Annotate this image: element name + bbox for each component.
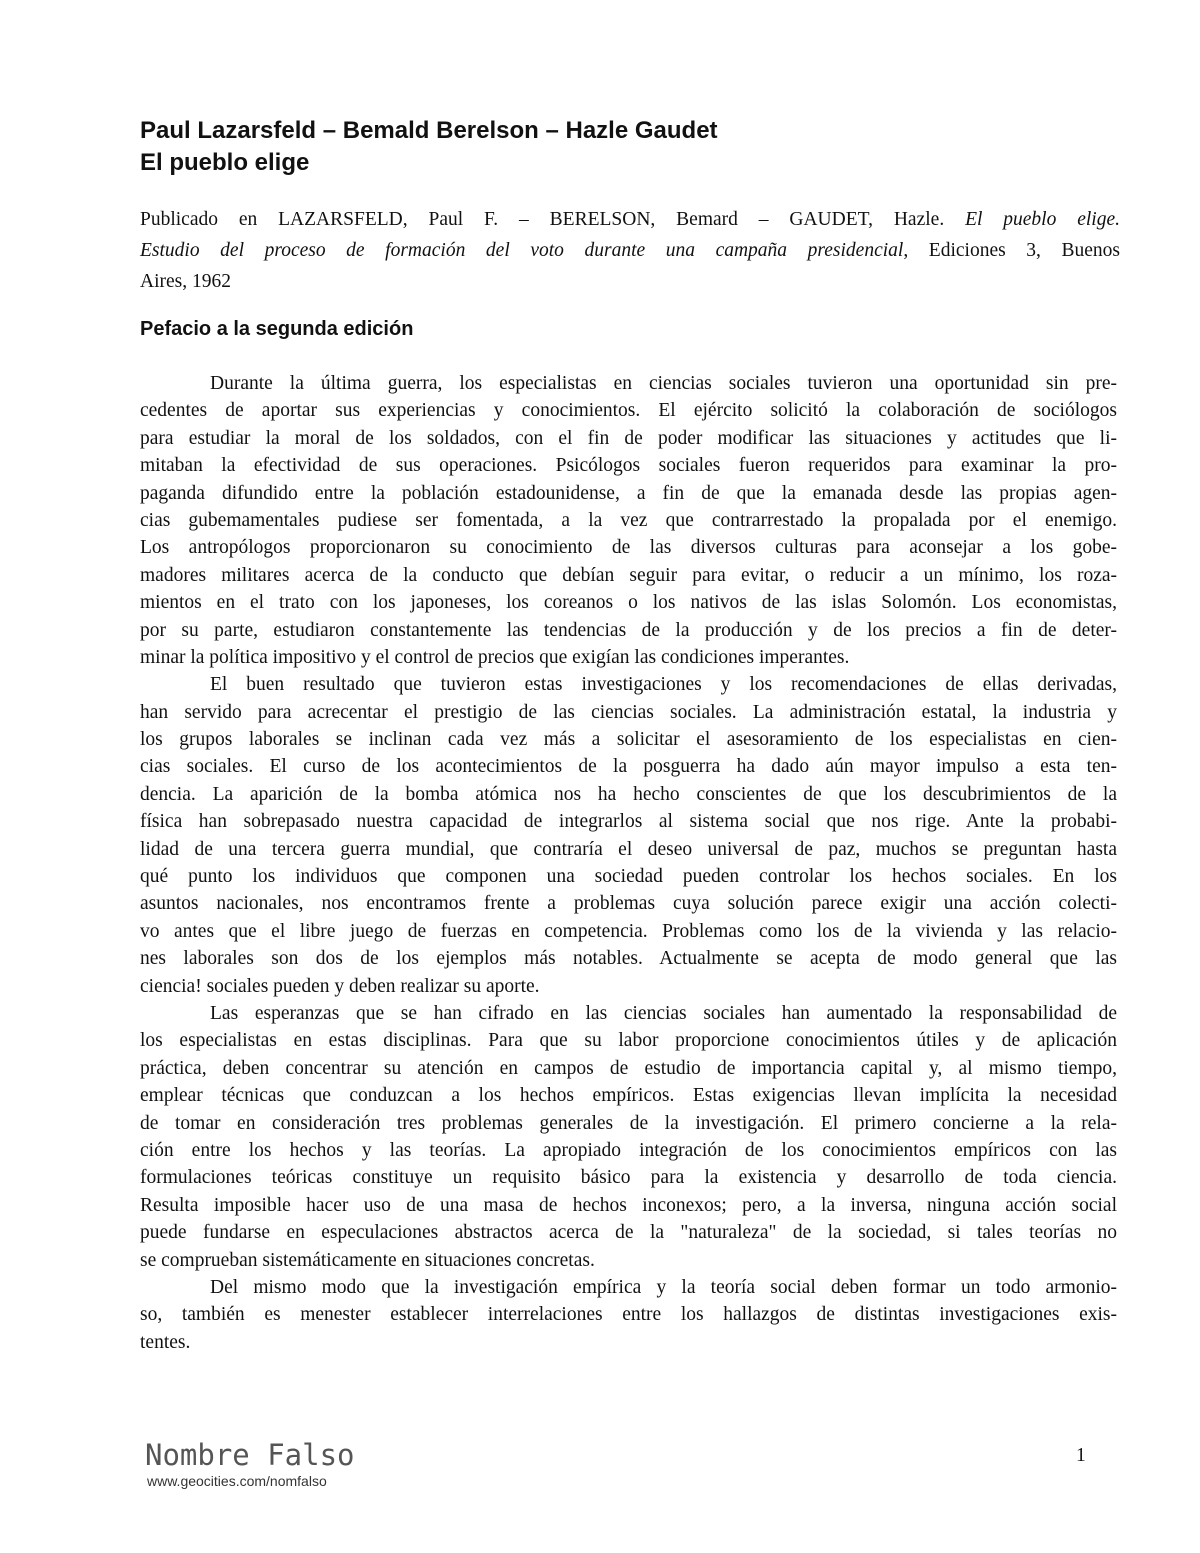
body-line: mitaban la efectividad de sus operaciones. Psicólogos sociales fueron requeridos para examinar la pro-: [140, 455, 1117, 477]
body-line: El buen resultado que tuvieron estas investigaciones y los recomendaciones de ellas derivadas,: [210, 674, 1117, 696]
citation-book-subtitle: Estudio del proceso de formación del voto durante una campaña presidencial: [140, 240, 904, 261]
page-number: 1: [1076, 1445, 1086, 1466]
citation-line-3: Aires, 1962: [140, 271, 231, 292]
body-line: para estudiar la moral de los soldados, con el fin de poder modificar las situaciones y actitudes que li-: [140, 427, 1117, 449]
body-line: tentes.: [140, 1331, 191, 1353]
body-line: han servido para acrecentar el prestigio de las ciencias sociales. La administración estatal, la industria y: [140, 701, 1117, 723]
section-heading: Pefacio a la segunda edición: [140, 318, 414, 340]
body-line: los grupos laborales se inclinan cada vez más a solicitar el asesoramiento de los especialistas en cien-: [140, 729, 1117, 751]
citation-text: Publicado en LAZARSFELD, Paul F. – BERELSON, Bemard – GAUDET, Hazle.: [140, 209, 945, 230]
body-line: emplear técnicas que conduzcan a los hechos empíricos. Estas exigencias llevan implícita la necesidad: [140, 1085, 1117, 1107]
body-line: los especialistas en estas disciplinas. Para que su labor proporcione conocimientos útiles y de aplicación: [140, 1030, 1117, 1052]
footer-logo: Nombre Falso: [145, 1438, 355, 1472]
body-line: Del mismo modo que la investigación empírica y la teoría social deben formar un todo armonio-: [210, 1276, 1117, 1298]
body-line: ciencia! sociales pueden y deben realizar su aporte.: [140, 975, 540, 997]
body-line: madores militares acerca de la conducto que debían seguir para evitar, o reducir a un mínimo, los roza-: [140, 564, 1117, 586]
body-line: qué punto los individuos que componen una sociedad pueden controlar los hechos sociales. En los: [140, 866, 1117, 888]
body-line: práctica, deben concentrar su atención en campos de estudio de importancia capital y, al mismo tiempo,: [140, 1057, 1117, 1079]
document-authors: Paul Lazarsfeld – Bemald Berelson – Hazle Gaudet: [140, 117, 718, 144]
citation-book-title: El pueblo elige.: [965, 209, 1120, 230]
body-line: se comprueban sistemáticamente en situaciones concretas.: [140, 1249, 595, 1271]
body-line: cias sociales. El curso de los acontecimientos de la posguerra ha dado aún mayor impulso a esta ten-: [140, 756, 1117, 778]
body-line: Durante la última guerra, los especialistas en ciencias sociales tuvieron una oportunidad sin pre-: [210, 373, 1117, 394]
publication-citation: [140, 204, 1120, 297]
body-line: de tomar en consideración tres problemas generales de la investigación. El primero concierne a la rela-: [140, 1112, 1117, 1134]
footer-url[interactable]: www.geocities.com/nomfalso: [147, 1473, 327, 1489]
body-line: cedentes de aportar sus experiencias y conocimientos. El ejército solicitó la colaboración de sociólogos: [140, 400, 1117, 422]
citation-publisher: , Ediciones 3, Buenos: [903, 240, 1120, 261]
citation-line-1: [140, 204, 1120, 235]
body-line: so, también es menester establecer interrelaciones entre los hallazgos de distintas investigaciones exis-: [140, 1304, 1117, 1326]
body-line: física han sobrepasado nuestra capacidad de integrarlos al sistema social que nos rige. Ante la probabi-: [140, 811, 1117, 833]
body-line: formulaciones teóricas constituye un requisito básico para la existencia y desarrollo de toda ciencia.: [140, 1167, 1117, 1189]
body-line: Resulta imposible hacer uso de una masa de hechos inconexos; pero, a la inversa, ninguna acción social: [140, 1194, 1117, 1216]
body-line: mientos en el trato con los japoneses, los coreanos o los nativos de las islas Solomón. Los economistas,: [140, 592, 1117, 614]
body-line: por su parte, estudiaron constantemente las tendencias de la producción y de los precios a fin de deter-: [140, 619, 1117, 641]
body-line: nes laborales son dos de los ejemplos más notables. Actualmente se acepta de modo general que las: [140, 948, 1117, 970]
body-line: cias gubemamentales pudiese ser fomentada, a la vez que contrarrestado la propalada por el enemigo.: [140, 509, 1117, 531]
body-line: dencia. La aparición de la bomba atómica nos ha hecho conscientes de que los descubrimientos de la: [140, 783, 1117, 805]
body-line: asuntos nacionales, nos encontramos frente a problemas cuya solución parece exigir una acción colecti-: [140, 893, 1117, 915]
body-text: [140, 370, 1117, 1356]
body-line: Los antropólogos proporcionaron su conocimiento de las diversos culturas para aconsejar a los gobe-: [140, 537, 1117, 559]
body-line: lidad de una tercera guerra mundial, que contraría el deseo universal de paz, muchos se preguntan hasta: [140, 838, 1117, 860]
document-title: El pueblo elige: [140, 149, 310, 176]
body-line: ción entre los hechos y las teorías. La apropiado integración de los conocimientos empíricos con las: [140, 1139, 1117, 1161]
body-line: paganda difundido entre la población estadounidense, a fin de que la emanada desde las propias agen-: [140, 482, 1117, 504]
body-line: vo antes que el libre juego de fuerzas en competencia. Problemas como los de la vivienda y las relacio-: [140, 920, 1117, 942]
body-line: minar la política impositivo y el control de precios que exigían las condiciones imperantes.: [140, 646, 850, 668]
body-line: puede fundarse en especulaciones abstractos acerca de la "naturaleza" de la sociedad, si tales teorías no: [140, 1222, 1117, 1244]
body-line: Las esperanzas que se han cifrado en las ciencias sociales han aumentado la responsabilidad de: [210, 1002, 1117, 1024]
citation-line-2: [140, 235, 1120, 266]
